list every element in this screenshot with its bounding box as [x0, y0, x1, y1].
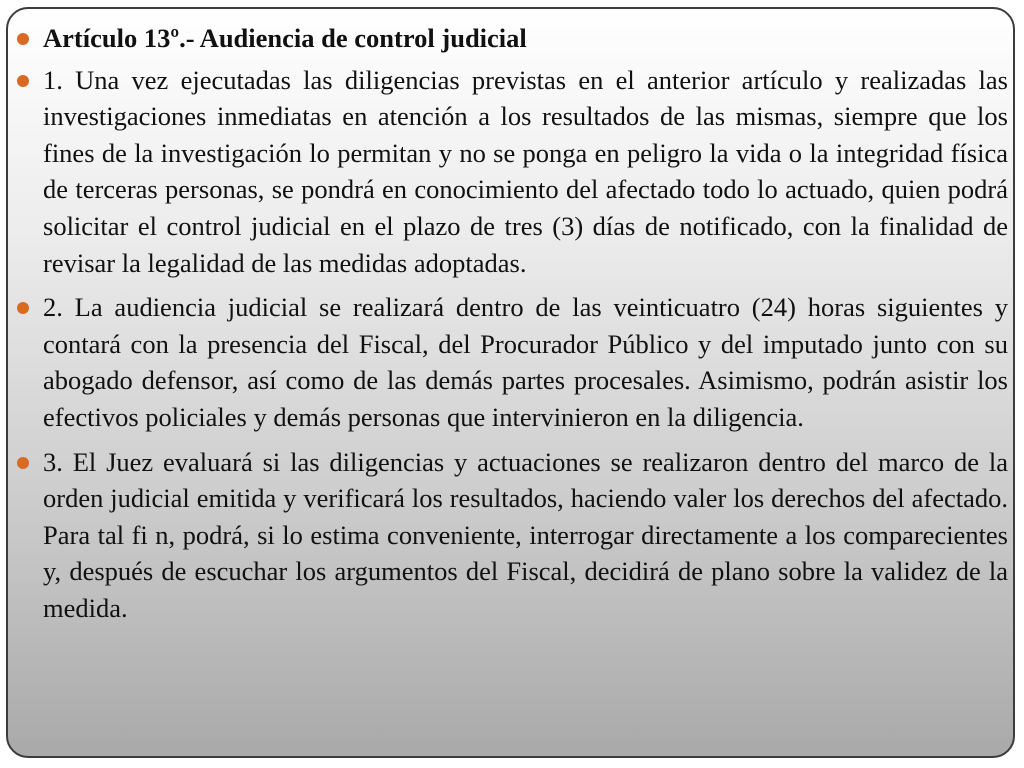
bullet-icon: [17, 302, 29, 314]
article-title-item: [8, 20, 1015, 57]
paragraph-text: 1. Una vez ejecutadas las diligencias previstas en el anterior artículo y realizadas las investigaciones inmediatas en atención a los resultados de las mismas, siempre que los fines de la investigación lo permitan y no se ponga en peligro la vida o la integridad física de terceras personas, se pondrá en conocimiento del afectado todo lo actuado, quien podrá solicitar el control judicial en el plazo de tres (3) días de notificado, con la finalidad de revisar la legalidad de las medidas adoptadas.: [43, 64, 1008, 278]
bullet-icon: [17, 75, 29, 87]
paragraph-text: 3. El Juez evaluará si las diligencias y actuaciones se realizaron dentro del marco de la orden judicial emitida y verificará los resultados, haciendo valer los derechos del afectado. Para tal fi n, podrá, si lo estima conveniente, interrogar directamente a los comparecientes y, después de escuchar los argumentos del Fiscal, decidirá de plano sobre la validez de la medida.: [43, 446, 1008, 623]
article-title: Artículo 13º.- Audiencia de control judicial: [43, 23, 527, 53]
content-panel: [6, 7, 1015, 758]
bullet-list: [8, 20, 1015, 635]
paragraph-text: 2. La audiencia judicial se realizará dentro de las veinticuatro (24) horas siguientes y contará con la presencia del Fiscal, del Procurador Público y del imputado junto con su abogado defensor, así como de las demás partes procesales. Asimismo, podrán asistir los efectivos policiales y demás personas que intervinieron en la diligencia.: [43, 292, 1008, 432]
paragraph-item-2: [8, 289, 1015, 435]
bullet-icon: [17, 33, 29, 45]
bullet-icon: [17, 457, 29, 469]
paragraph-item-3: [8, 444, 1015, 627]
paragraph-item-1: [8, 62, 1015, 282]
